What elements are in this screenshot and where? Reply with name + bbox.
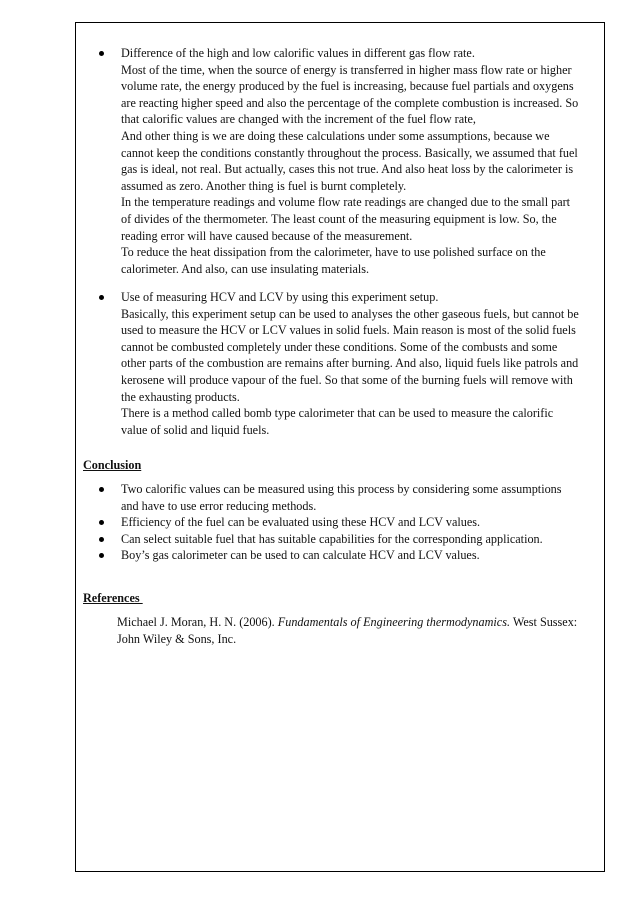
text-line: Use of measuring HCV and LCV by using this experiment setup. [121, 290, 439, 304]
text-line: other parts of the combustion are remains after burning. And also, liquid fuels like patrols and [121, 356, 579, 371]
discussion-bullet-list-2 [98, 289, 608, 438]
text-line: value of solid and liquid fuels. [121, 422, 270, 437]
text-line: reading error will have caused because of the measurement. [121, 228, 413, 243]
conclusion-heading: Conclusion [83, 458, 142, 472]
text-line: Boy’s gas calorimeter can be used to can calculate HCV and LCV values. [121, 548, 480, 563]
conclusion-bullet-item [98, 514, 608, 531]
text-line: volume rate, the energy produced by the fuel is increasing, because fuel partials and oxygens [121, 79, 574, 94]
reference-entry [117, 614, 607, 647]
text-line: To reduce the heat dissipation from the calorimeter, have to use polished surface on the [121, 245, 546, 260]
reference-publisher-place: West Sussex: [510, 615, 578, 629]
reference-title: Fundamentals of Engineering thermodynamics. [277, 615, 510, 629]
text-line: are reacting higher speed and also the percentage of the complete combustion is increased. So [121, 95, 579, 110]
text-line: Difference of the high and low calorific values in different gas flow rate. [121, 46, 475, 60]
references-heading: References [83, 591, 143, 605]
text-line: that calorific values are changed with the increment of the fuel flow rate, [121, 112, 476, 127]
text-line: used to measure the HCV or LCV values in solid fuels. Main reason is most of the solid fuels [121, 323, 576, 338]
text-line: gas is ideal, not real. But actually, cases this not true. And also heat loss by the calorimeter is [121, 162, 574, 177]
conclusion-bullet-list [98, 481, 608, 564]
text-line: the exhausting products. [121, 389, 240, 404]
text-line: Most of the time, when the source of energy is transferred in higher mass flow rate or higher [121, 62, 572, 77]
conclusion-bullet-item [98, 547, 608, 564]
discussion-bullet-list-1 [98, 45, 608, 277]
text-line: In the temperature readings and volume flow rate readings are changed due to the small part [121, 195, 571, 210]
text-line: assumed as zero. Another thing is fuel is burnt completely. [121, 178, 407, 193]
text-line: Basically, this experiment setup can be used to analyses the other gaseous fuels, but cannot be [121, 306, 579, 321]
text-line: Can select suitable fuel that has suitable capabilities for the corresponding application. [121, 531, 543, 546]
discussion-bullet-item [98, 289, 608, 438]
text-line: cannot be combusted completely under these conditions. Some of the combusts and some [121, 339, 558, 354]
text-line: cannot keep the conditions constantly throughout the process. Basically, we assumed that fuel [121, 145, 578, 160]
text-line: of divides of the thermometer. The least count of the measuring equipment is low. So, the [121, 211, 557, 226]
text-line: And other thing is we are doing these calculations under some assumptions, because we [121, 128, 550, 143]
conclusion-bullet-item [98, 481, 608, 514]
discussion-bullet-item [98, 45, 608, 277]
text-line: and have to use error reducing methods. [121, 498, 317, 513]
reference-publisher: John Wiley & Sons, Inc. [117, 631, 237, 646]
reference-authors: Michael J. Moran, H. N. (2006). [117, 615, 278, 629]
text-line: Two calorific values can be measured using this process by considering some assumptions [121, 482, 562, 496]
text-line: calorimeter. And also, can use insulating materials. [121, 261, 370, 276]
text-line: kerosene will produce vapour of the fuel. So that some of the burning fuels will remove with [121, 372, 573, 387]
conclusion-bullet-item [98, 531, 608, 548]
reference-line-1 [117, 614, 607, 631]
text-line: There is a method called bomb type calorimeter that can be used to measure the calorific [121, 406, 554, 421]
text-line: Efficiency of the fuel can be evaluated using these HCV and LCV values. [121, 515, 481, 530]
